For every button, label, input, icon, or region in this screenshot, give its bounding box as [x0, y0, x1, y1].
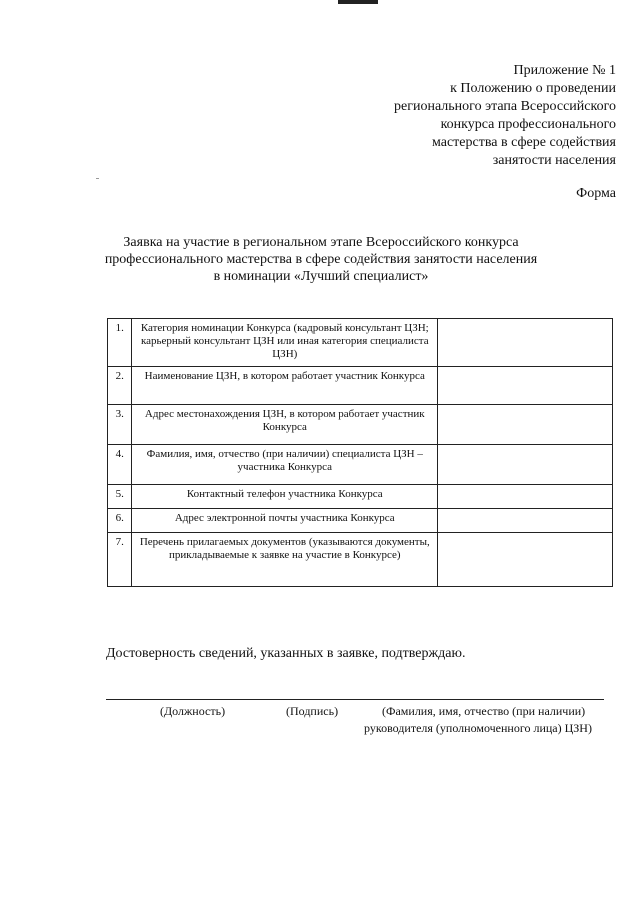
appendix-line: к Положению о проведении [450, 81, 616, 96]
row-label: Адрес электронной почты участника Конкурса [132, 509, 438, 533]
scan-edge-mark [338, 0, 378, 4]
table-row [108, 445, 613, 485]
row-number: 1. [108, 319, 132, 367]
signature-caption: (Подпись) [286, 704, 339, 718]
table-row [108, 533, 613, 587]
title-line: в номинации «Лучший специалист» [213, 269, 429, 284]
row-number: 6. [108, 509, 132, 533]
title-line: профессионального мастерства в сфере содействия занятости населения [104, 252, 538, 267]
appendix-line: занятости населения [492, 153, 616, 168]
authorized-person-caption: руководителя (уполномоченного лица) ЦЗН) [364, 721, 592, 735]
row-label: Адрес местонахождения ЦЗН, в котором работает участник Конкурса [132, 405, 438, 445]
row-number: 4. [108, 445, 132, 485]
row-value-field[interactable] [438, 405, 613, 445]
row-value-field[interactable] [438, 445, 613, 485]
appendix-line: Приложение № 1 [513, 63, 616, 78]
confirmation-statement: Достоверность сведений, указанных в заявке, подтверждаю. [106, 646, 466, 661]
row-number: 3. [108, 405, 132, 445]
row-value-field[interactable] [438, 509, 613, 533]
table-row [108, 367, 613, 405]
title-line: Заявка на участие в региональном этапе Всероссийского конкурса [123, 235, 519, 250]
position-caption: (Должность) [160, 704, 226, 718]
row-label: Контактный телефон участника Конкурса [132, 485, 438, 509]
row-label: Категория номинации Конкурса (кадровый консультант ЦЗН; карьерный консультант ЦЗН или иная категория специалиста ЦЗН) [132, 319, 438, 367]
appendix-header [340, 62, 616, 170]
full-name-caption: (Фамилия, имя, отчество (при наличии) [382, 704, 586, 718]
table-row [108, 319, 613, 367]
row-number: 2. [108, 367, 132, 405]
appendix-line: регионального этапа Всероссийского [394, 99, 616, 114]
row-value-field[interactable] [438, 533, 613, 587]
table-row [108, 405, 613, 445]
row-value-field[interactable] [438, 485, 613, 509]
row-value-field[interactable] [438, 319, 613, 367]
row-number: 7. [108, 533, 132, 587]
form-title [90, 234, 552, 285]
row-label: Перечень прилагаемых документов (указываются документы, прикладываемые к заявке на участие в Конкурсе) [132, 533, 438, 587]
row-label: Фамилия, имя, отчество (при наличии) специалиста ЦЗН – участника Конкурса [132, 445, 438, 485]
appendix-line: мастерства в сфере содействия [431, 135, 616, 150]
signature-line[interactable] [106, 699, 604, 700]
application-table [107, 318, 613, 587]
row-value-field[interactable] [438, 367, 613, 405]
appendix-line: конкурса профессионального [440, 117, 616, 132]
table-row [108, 485, 613, 509]
row-label: Наименование ЦЗН, в котором работает участник Конкурса [132, 367, 438, 405]
table-row [108, 509, 613, 533]
row-number: 5. [108, 485, 132, 509]
form-label: Форма [576, 186, 616, 201]
scan-speck [96, 178, 99, 179]
